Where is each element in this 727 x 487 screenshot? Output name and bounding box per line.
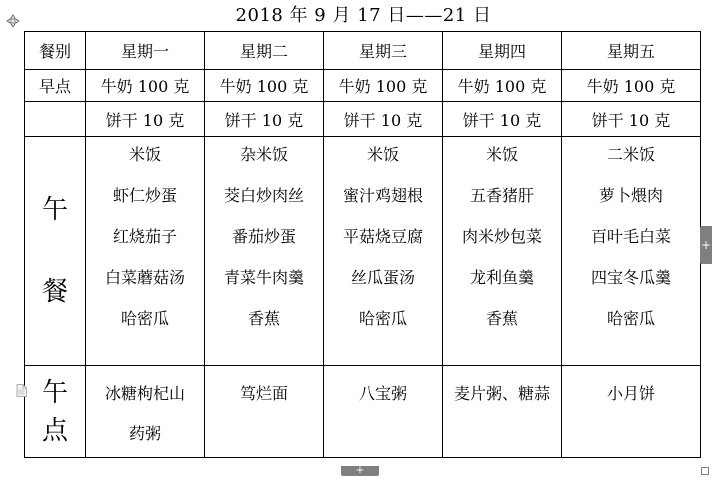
lunch-dish: 哈密瓜 [358, 309, 407, 328]
document-title: 2018 年 9 月 17 日——21 日 [235, 5, 492, 26]
lunch-cell-tue [205, 137, 324, 366]
snack-item: 冰糖枸杞山 药粥 [104, 384, 185, 443]
breakfast-label-empty [25, 102, 86, 137]
snack-item: 小月饼 [606, 384, 655, 403]
day-header-fri: 星期五 [562, 32, 701, 70]
breakfast-item: 饼干 10 克 [562, 102, 701, 137]
snack-item: 八宝粥 [358, 384, 407, 403]
category-header: 餐别 [25, 32, 86, 70]
lunch-dish: 香蕉 [247, 309, 280, 328]
breakfast-row-biscuit [25, 102, 701, 137]
breakfast-item: 饼干 10 克 [205, 102, 324, 137]
snack-label [25, 366, 86, 458]
lunch-dish: 米饭 [128, 145, 161, 164]
lunch-dish: 杂米饭 [239, 145, 288, 164]
lunch-dish: 香蕉 [485, 309, 518, 328]
lunch-dish: 平菇烧豆腐 [342, 227, 423, 246]
lunch-cell-wed [324, 137, 443, 366]
breakfast-row-milk [25, 70, 701, 102]
weekly-menu-table [24, 31, 701, 458]
table-resize-handle-icon[interactable] [701, 467, 709, 475]
snack-cell-tue [205, 366, 324, 458]
lunch-dish: 蜜汁鸡翅根 [342, 186, 423, 205]
breakfast-label: 早点 [25, 70, 86, 102]
lunch-dish: 青菜牛肉羹 [223, 268, 304, 287]
lunch-cell-mon [86, 137, 205, 366]
snack-label-bottom: 点 [41, 415, 68, 446]
snack-cell-fri [562, 366, 701, 458]
snack-cell-thu [443, 366, 562, 458]
lunch-dish: 五香猪肝 [469, 186, 534, 205]
lunch-cell-thu [443, 137, 562, 366]
lunch-label-top: 午 [41, 195, 68, 225]
breakfast-item: 饼干 10 克 [324, 102, 443, 137]
snack-row [25, 366, 701, 458]
day-header-wed: 星期三 [324, 32, 443, 70]
add-row-plus-icon[interactable]: + [341, 466, 379, 476]
day-header-thu: 星期四 [443, 32, 562, 70]
lunch-label [25, 137, 86, 366]
breakfast-item: 饼干 10 克 [86, 102, 205, 137]
day-header-tue: 星期二 [205, 32, 324, 70]
lunch-dish: 白菜蘑菇汤 [104, 268, 185, 287]
lunch-dish: 茭白炒肉丝 [223, 186, 304, 205]
breakfast-item: 牛奶 100 克 [205, 70, 324, 102]
lunch-dish: 肉米炒包菜 [461, 227, 542, 246]
lunch-row [25, 137, 701, 366]
breakfast-item: 牛奶 100 克 [443, 70, 562, 102]
day-header-mon: 星期一 [86, 32, 205, 70]
lunch-label-bottom: 餐 [41, 277, 68, 307]
lunch-dish: 红烧茄子 [112, 227, 177, 246]
snack-cell-mon [86, 366, 205, 458]
lunch-dish: 二米饭 [606, 145, 655, 164]
breakfast-item: 牛奶 100 克 [86, 70, 205, 102]
lunch-dish: 哈密瓜 [606, 309, 655, 328]
lunch-dish: 龙利鱼羹 [469, 268, 534, 287]
lunch-dish: 米饭 [366, 145, 399, 164]
breakfast-item: 牛奶 100 克 [562, 70, 701, 102]
lunch-dish: 四宝冬瓜羹 [590, 268, 671, 287]
lunch-dish: 萝卜煨肉 [598, 186, 663, 205]
lunch-dish: 哈密瓜 [120, 309, 169, 328]
snack-cell-wed [324, 366, 443, 458]
lunch-cell-fri [562, 137, 701, 366]
add-column-plus-icon[interactable]: + [700, 226, 712, 264]
snack-item: 麦片粥、糖蒜 [453, 384, 550, 403]
lunch-dish: 虾仁炒蛋 [112, 186, 177, 205]
lunch-dish: 百叶毛白菜 [590, 227, 671, 246]
lunch-dish: 丝瓜蛋汤 [350, 268, 415, 287]
header-row [25, 32, 701, 70]
lunch-dish: 番茄炒蛋 [231, 227, 296, 246]
breakfast-item: 牛奶 100 克 [324, 70, 443, 102]
document-icon [16, 384, 27, 397]
snack-label-top: 午 [41, 377, 68, 408]
breakfast-item: 饼干 10 克 [443, 102, 562, 137]
lunch-dish: 米饭 [485, 145, 518, 164]
snack-item: 笃烂面 [239, 384, 288, 403]
